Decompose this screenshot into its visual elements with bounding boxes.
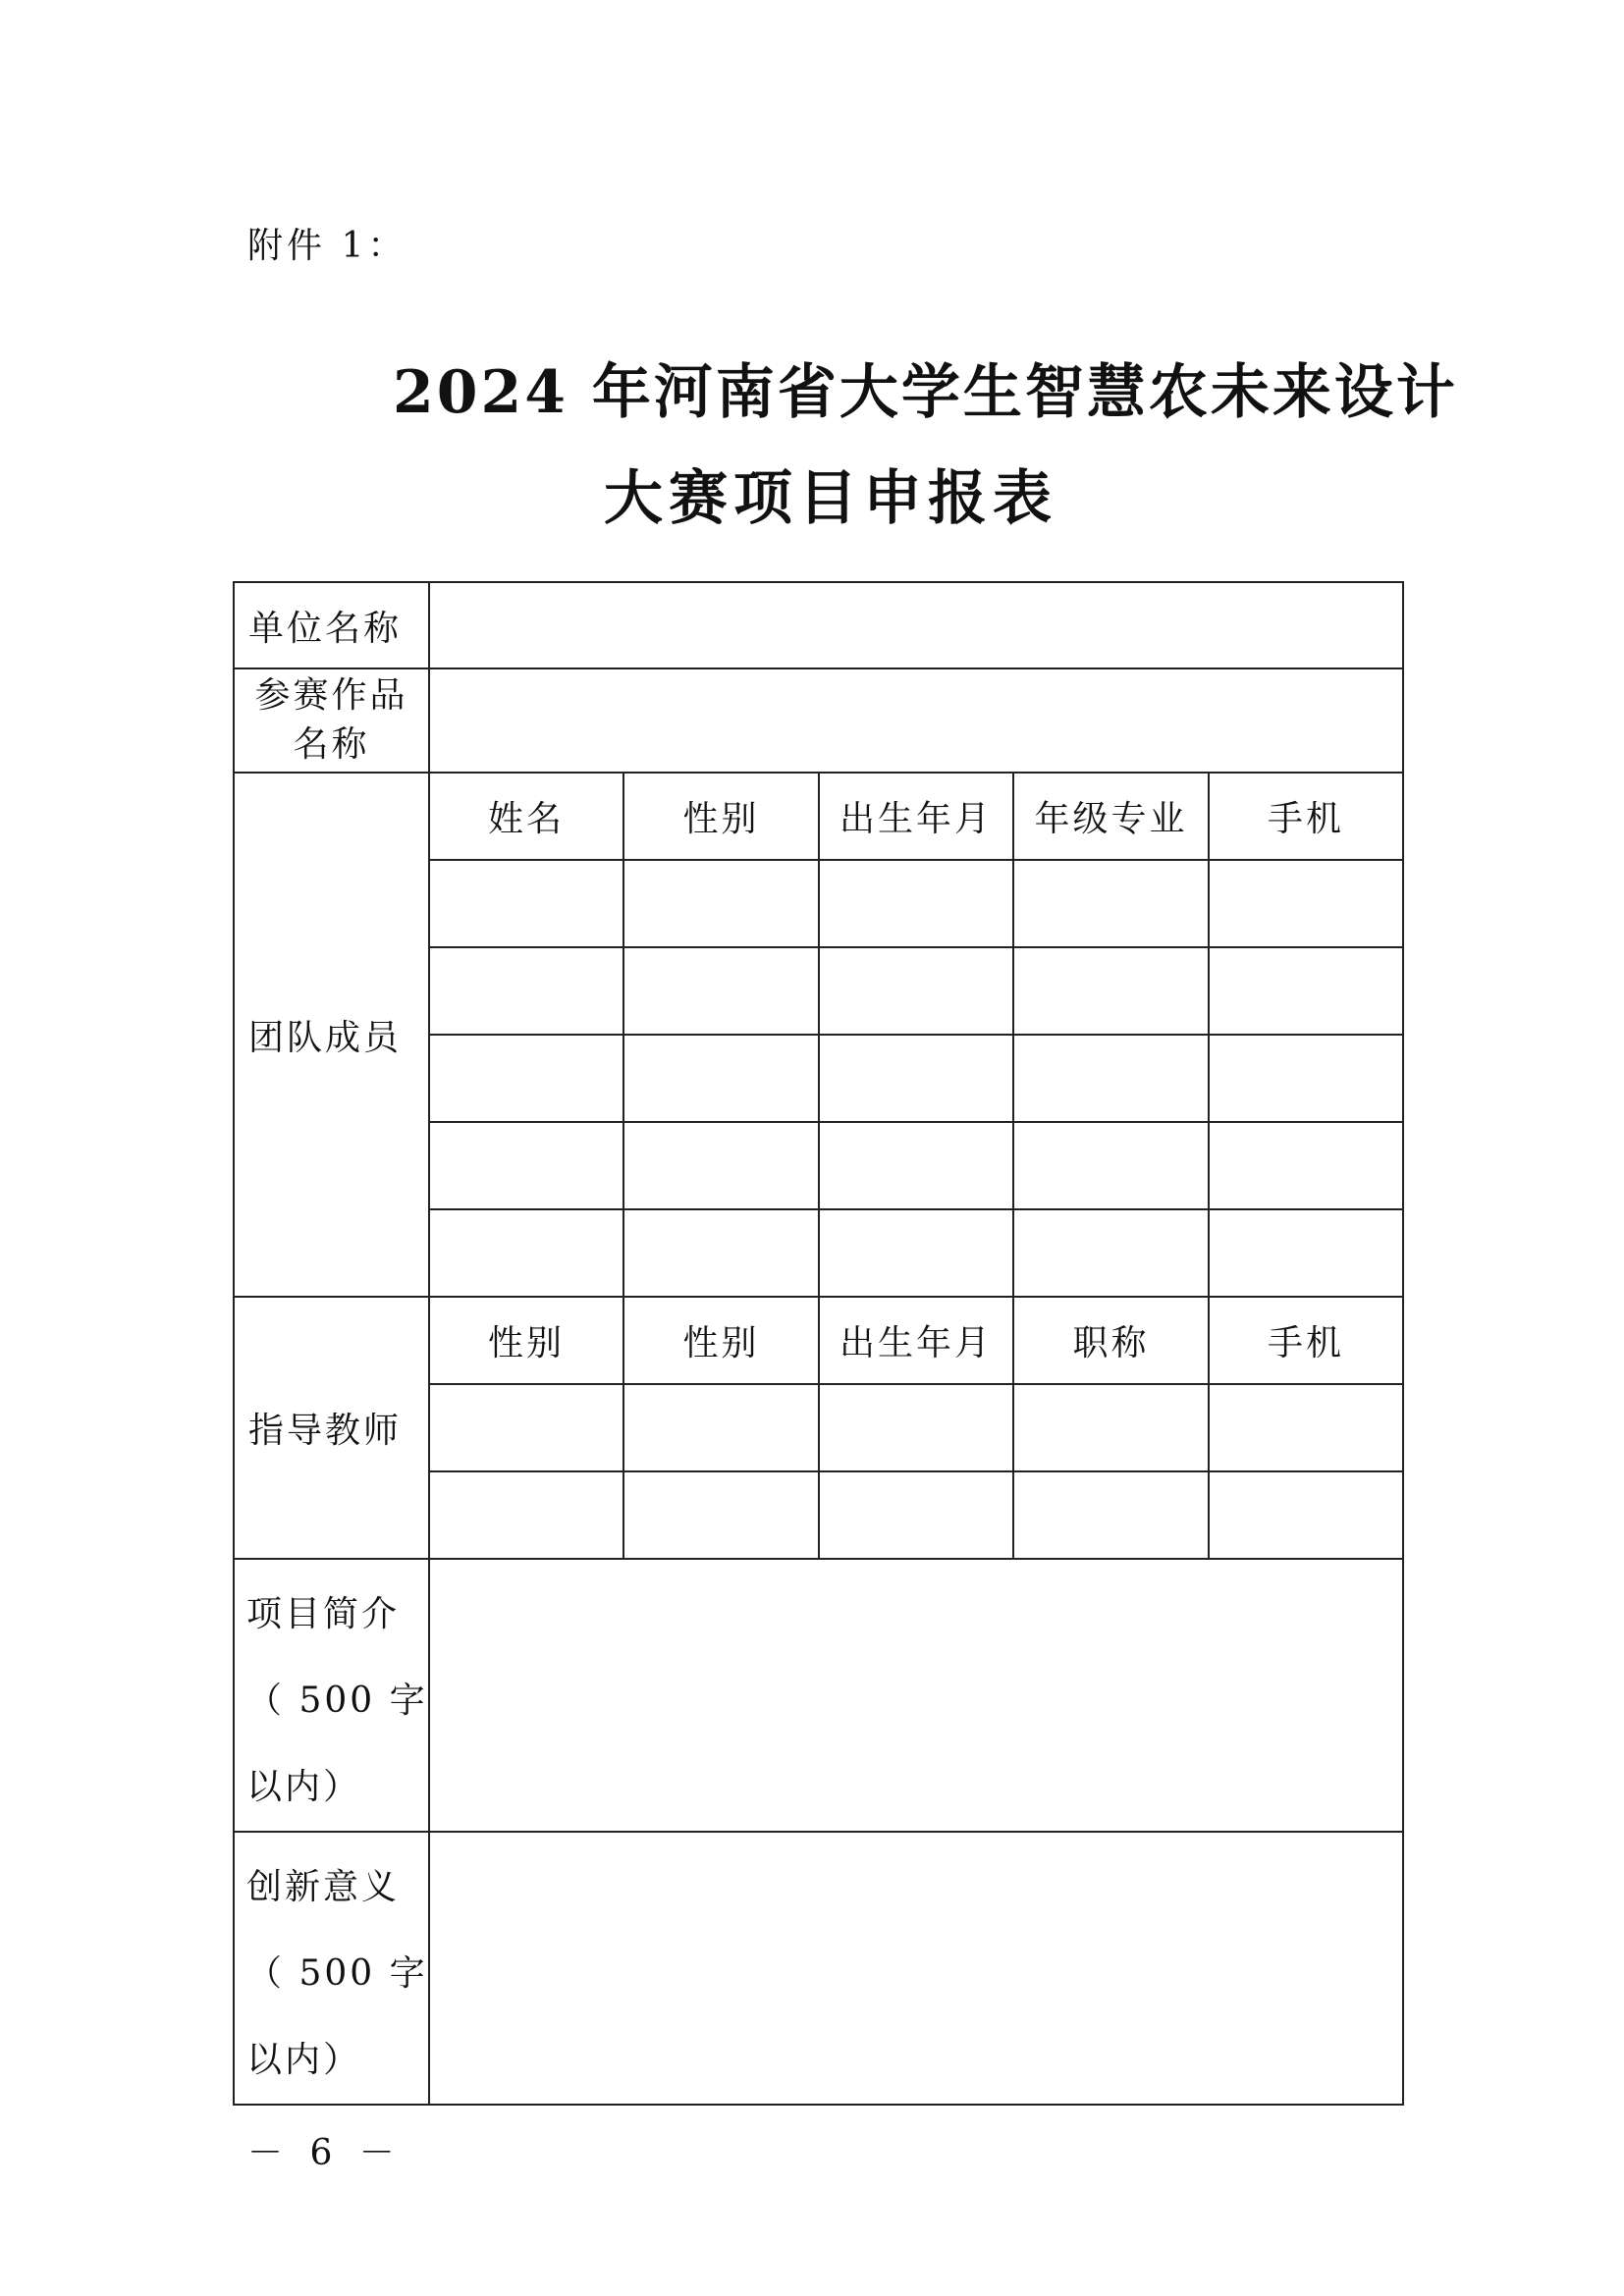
- page-title-line1: 2024 年河南省大学生智慧农未来设计: [393, 358, 1458, 427]
- advisor-cell[interactable]: [429, 1471, 623, 1559]
- team-cell[interactable]: [1013, 1122, 1209, 1209]
- team-cell[interactable]: [1209, 1122, 1403, 1209]
- advisor-cell[interactable]: [623, 1471, 819, 1559]
- entry-name-label-line1: 参赛作品: [254, 675, 408, 716]
- team-cell[interactable]: [429, 860, 623, 947]
- unit-name-field[interactable]: [429, 582, 1403, 668]
- team-cell[interactable]: [623, 947, 819, 1035]
- team-header-name: 姓名: [429, 773, 623, 860]
- team-cell[interactable]: [1209, 1035, 1403, 1122]
- page-title-line2: 大赛项目申报表: [604, 464, 1057, 533]
- team-header-gender: 性别: [623, 773, 819, 860]
- summary-row: [234, 1559, 1403, 1832]
- team-cell[interactable]: [623, 1035, 819, 1122]
- advisor-cell[interactable]: [1209, 1384, 1403, 1471]
- team-cell[interactable]: [1209, 947, 1403, 1035]
- innovation-field[interactable]: [429, 1832, 1403, 2105]
- application-form-table: [233, 581, 1404, 2106]
- team-cell[interactable]: [429, 1122, 623, 1209]
- advisor-cell[interactable]: [819, 1471, 1013, 1559]
- team-cell[interactable]: [1209, 860, 1403, 947]
- advisor-header-phone: 手机: [1209, 1297, 1403, 1384]
- advisor-header-row: [234, 1297, 1403, 1384]
- team-cell[interactable]: [819, 1122, 1013, 1209]
- summary-label-line3: 以内）: [246, 1767, 362, 1807]
- team-header-grade-major: 年级专业: [1013, 773, 1209, 860]
- entry-name-field[interactable]: [429, 668, 1403, 773]
- team-members-label: 团队成员: [234, 773, 429, 1297]
- team-cell[interactable]: [429, 1209, 623, 1297]
- team-cell[interactable]: [1013, 947, 1209, 1035]
- team-cell[interactable]: [1209, 1209, 1403, 1297]
- advisor-cell[interactable]: [819, 1384, 1013, 1471]
- team-cell[interactable]: [819, 947, 1013, 1035]
- innovation-label-line1: 创新意义: [246, 1867, 401, 1907]
- summary-label-line1: 项目简介: [246, 1594, 401, 1634]
- advisor-cell[interactable]: [1013, 1471, 1209, 1559]
- innovation-label: [234, 1832, 429, 2105]
- summary-label-line2: （ 500 字: [246, 1681, 428, 1721]
- innovation-label-line2: （ 500 字: [246, 1953, 428, 1994]
- innovation-row: [234, 1832, 1403, 2105]
- advisor-label: 指导教师: [234, 1297, 429, 1559]
- team-cell[interactable]: [819, 1035, 1013, 1122]
- entry-name-row: [234, 668, 1403, 773]
- advisor-header-title: 职称: [1013, 1297, 1209, 1384]
- team-cell[interactable]: [623, 860, 819, 947]
- advisor-header-2: 性别: [623, 1297, 819, 1384]
- page-number: － 6 －: [247, 2133, 403, 2173]
- advisor-header-1: 性别: [429, 1297, 623, 1384]
- advisor-cell[interactable]: [1013, 1384, 1209, 1471]
- summary-field[interactable]: [429, 1559, 1403, 1832]
- entry-name-label-line2: 名称: [293, 724, 370, 765]
- team-cell[interactable]: [819, 860, 1013, 947]
- team-header-birth: 出生年月: [819, 773, 1013, 860]
- summary-label: [234, 1559, 429, 1832]
- team-cell[interactable]: [623, 1122, 819, 1209]
- team-header-row: [234, 773, 1403, 860]
- attachment-label: 附件 1：: [247, 226, 407, 266]
- advisor-cell[interactable]: [429, 1384, 623, 1471]
- team-cell[interactable]: [623, 1209, 819, 1297]
- advisor-header-birth: 出生年月: [819, 1297, 1013, 1384]
- team-header-phone: 手机: [1209, 773, 1403, 860]
- unit-name-row: [234, 582, 1403, 668]
- team-cell[interactable]: [1013, 1035, 1209, 1122]
- advisor-cell[interactable]: [1209, 1471, 1403, 1559]
- team-cell[interactable]: [1013, 1209, 1209, 1297]
- unit-name-label: 单位名称: [234, 582, 429, 668]
- entry-name-label: [234, 668, 429, 773]
- team-cell[interactable]: [429, 947, 623, 1035]
- innovation-label-line3: 以内）: [246, 2040, 362, 2080]
- advisor-cell[interactable]: [623, 1384, 819, 1471]
- team-cell[interactable]: [429, 1035, 623, 1122]
- team-cell[interactable]: [819, 1209, 1013, 1297]
- team-cell[interactable]: [1013, 860, 1209, 947]
